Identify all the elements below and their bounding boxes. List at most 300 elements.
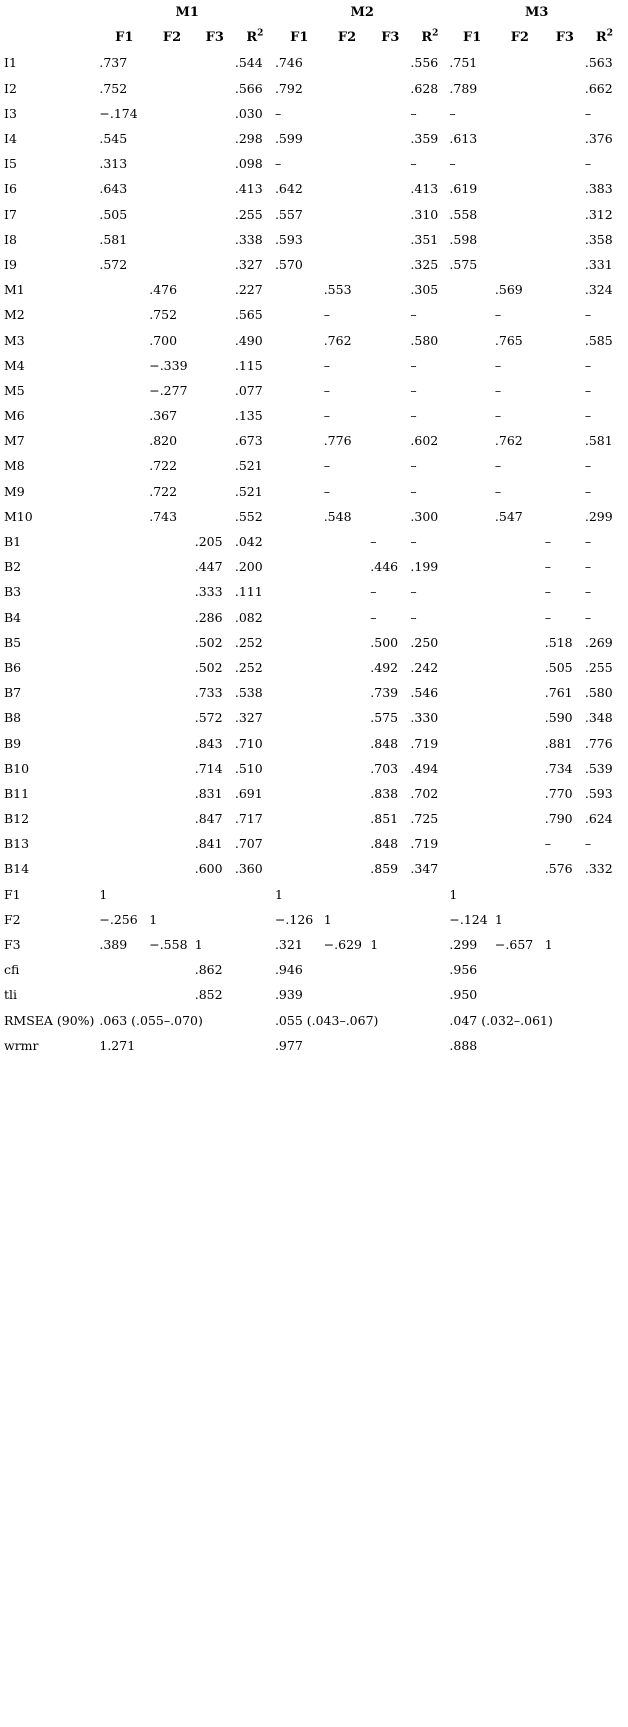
table-cell: .269 — [584, 634, 613, 650]
table-row — [4, 529, 624, 554]
table-cell: – — [370, 534, 377, 550]
table-cell — [545, 151, 585, 176]
table-cell — [495, 76, 545, 101]
table-cell — [275, 479, 324, 504]
table-cell — [99, 705, 149, 730]
table-cell: −.339 — [149, 357, 188, 373]
table-cell: .312 — [584, 206, 613, 222]
table-cell: – — [410, 307, 417, 323]
row-label: B7 — [4, 685, 22, 701]
row-label: B8 — [4, 710, 22, 726]
table-row — [4, 655, 624, 680]
table-cell — [370, 882, 410, 907]
table-cell: .643 — [99, 181, 128, 197]
row-label: B10 — [4, 760, 30, 776]
table-cell: – — [274, 156, 282, 172]
table-cell: .338 — [234, 231, 263, 247]
table-cell — [370, 353, 410, 378]
table-row — [4, 630, 624, 655]
table-cell: – — [494, 357, 502, 373]
table-cell: .476 — [149, 282, 178, 298]
table-cell: .789 — [449, 80, 478, 96]
table-cell — [149, 126, 195, 151]
table-cell: – — [544, 584, 552, 600]
table-cell — [495, 579, 545, 604]
table-cell: .299 — [584, 508, 613, 524]
table-cell — [449, 554, 495, 579]
fit-value-m1 — [99, 982, 194, 1007]
table-cell: – — [544, 534, 552, 550]
table-cell — [195, 176, 235, 201]
row-label: cfi — [4, 962, 20, 978]
table-cell — [370, 277, 410, 302]
table-cell: .200 — [234, 559, 263, 575]
table-cell: .576 — [544, 861, 573, 877]
r-letter: R — [421, 30, 433, 46]
table-row — [4, 907, 624, 932]
table-cell — [495, 655, 545, 680]
table-cell: – — [584, 534, 592, 550]
table-cell: .255 — [584, 659, 613, 675]
table-cell — [370, 504, 410, 529]
table-cell — [149, 630, 195, 655]
table-cell — [449, 529, 495, 554]
table-cell — [99, 781, 149, 806]
table-row — [4, 277, 624, 302]
table-cell: – — [544, 836, 552, 852]
table-cell: −.657 — [494, 937, 534, 953]
fit-value-m1-r — [195, 1008, 275, 1033]
table-cell: .547 — [494, 508, 523, 524]
table-cell — [370, 327, 410, 352]
table-cell — [195, 76, 235, 101]
table-cell — [275, 327, 324, 352]
table-cell — [324, 705, 371, 730]
table-cell: – — [410, 382, 417, 398]
table-cell — [99, 277, 149, 302]
table-cell: .624 — [584, 811, 613, 827]
table-cell: – — [584, 836, 592, 852]
table-cell — [449, 705, 495, 730]
table-cell — [324, 831, 371, 856]
table-cell — [149, 605, 195, 630]
row-label: I8 — [4, 231, 17, 247]
table-cell: – — [323, 408, 330, 424]
table-cell — [449, 655, 495, 680]
table-cell: .590 — [544, 710, 573, 726]
row-label: I5 — [4, 156, 17, 172]
table-cell: – — [370, 609, 377, 625]
table-cell: .447 — [194, 559, 223, 575]
table-cell — [149, 756, 195, 781]
table-cell — [149, 831, 195, 856]
table-cell — [275, 554, 324, 579]
table-cell — [149, 101, 195, 126]
table-cell — [495, 680, 545, 705]
table-cell: .565 — [234, 307, 263, 323]
table-cell: .557 — [274, 206, 303, 222]
fit-value-m3: .047 (.032–.061) — [449, 1012, 553, 1028]
table-cell: .553 — [323, 282, 352, 298]
table-cell: −.256 — [99, 911, 138, 927]
table-cell — [495, 756, 545, 781]
table-cell — [324, 605, 371, 630]
table-cell: .762 — [494, 433, 523, 449]
table-cell — [545, 126, 585, 151]
table-cell — [99, 756, 149, 781]
table-cell — [235, 882, 275, 907]
table-cell — [149, 76, 195, 101]
table-cell — [370, 202, 410, 227]
table-cell: .751 — [449, 55, 478, 71]
table-cell: .324 — [584, 282, 613, 298]
table-cell: – — [449, 156, 456, 172]
row-label: I7 — [4, 206, 17, 222]
row-label: B13 — [4, 836, 30, 852]
row-label: M1 — [4, 282, 25, 298]
table-cell — [195, 126, 235, 151]
table-cell: .762 — [323, 332, 352, 348]
r-superscript: 2 — [432, 28, 439, 39]
model-header-row — [4, 0, 624, 25]
row-label: RMSEA (90%) — [4, 1012, 95, 1028]
table-cell — [99, 680, 149, 705]
table-row — [4, 882, 624, 907]
table-cell: .413 — [410, 181, 439, 197]
table-cell — [275, 302, 324, 327]
table-row — [4, 76, 624, 101]
table-cell — [195, 327, 235, 352]
fit-index-row — [4, 957, 624, 982]
row-label: I3 — [4, 105, 17, 121]
table-cell — [275, 730, 324, 755]
table-cell: .572 — [194, 710, 223, 726]
table-cell — [195, 202, 235, 227]
table-cell — [449, 277, 495, 302]
table-cell: .098 — [234, 156, 263, 172]
table-cell — [275, 504, 324, 529]
row-label: M4 — [4, 357, 25, 373]
table-cell — [99, 504, 149, 529]
table-cell: .327 — [234, 710, 263, 726]
row-label: wrmr — [4, 1037, 39, 1053]
table-row — [4, 756, 624, 781]
table-cell — [449, 428, 495, 453]
table-cell — [324, 554, 371, 579]
table-cell: – — [494, 458, 502, 474]
table-cell — [449, 680, 495, 705]
table-cell — [495, 882, 545, 907]
table-cell: .628 — [410, 80, 439, 96]
table-cell — [449, 378, 495, 403]
table-cell: .569 — [494, 282, 523, 298]
table-cell — [545, 327, 585, 352]
table-cell — [449, 453, 495, 478]
table-cell — [495, 705, 545, 730]
table-cell — [275, 529, 324, 554]
corner-cell — [4, 0, 99, 25]
table-cell — [149, 806, 195, 831]
table-cell — [99, 428, 149, 453]
fit-value-m1-r: .862 — [194, 962, 223, 978]
table-cell — [449, 504, 495, 529]
table-cell — [545, 50, 585, 75]
column-header-r-squared — [410, 25, 449, 50]
table-cell — [324, 882, 371, 907]
table-cell: .566 — [234, 80, 263, 96]
table-cell — [545, 202, 585, 227]
table-cell — [195, 479, 235, 504]
table-cell: .351 — [410, 231, 439, 247]
table-cell: .642 — [274, 181, 303, 197]
table-cell — [99, 529, 149, 554]
table-cell: .881 — [544, 735, 573, 751]
table-cell — [324, 756, 371, 781]
table-cell: .600 — [194, 861, 223, 877]
table-cell — [149, 252, 195, 277]
table-cell: 1 — [449, 886, 458, 902]
table-cell: .558 — [449, 206, 478, 222]
row-label: I1 — [4, 55, 17, 71]
table-cell: .722 — [149, 458, 178, 474]
table-cell: – — [494, 408, 502, 424]
table-row — [4, 479, 624, 504]
table-cell: – — [544, 559, 552, 575]
table-cell — [545, 252, 585, 277]
table-cell — [545, 479, 585, 504]
table-row — [4, 730, 624, 755]
table-cell — [275, 378, 324, 403]
row-label: B12 — [4, 811, 30, 827]
row-label: M5 — [4, 382, 25, 398]
table-cell: .613 — [449, 131, 478, 147]
table-cell: .673 — [234, 433, 263, 449]
table-cell — [195, 252, 235, 277]
table-cell: – — [584, 357, 592, 373]
table-cell — [324, 151, 371, 176]
table-cell — [449, 479, 495, 504]
table-cell — [545, 504, 585, 529]
table-cell: −.126 — [274, 911, 314, 927]
table-cell: – — [410, 609, 417, 625]
table-cell: .831 — [194, 785, 223, 801]
table-row — [4, 176, 624, 201]
table-cell — [324, 202, 371, 227]
table-cell: .598 — [449, 231, 478, 247]
row-label: B9 — [4, 735, 22, 751]
table-cell — [545, 882, 585, 907]
row-label: tli — [4, 987, 18, 1003]
table-cell — [449, 403, 495, 428]
table-cell — [370, 403, 410, 428]
table-cell — [495, 252, 545, 277]
table-cell — [324, 176, 371, 201]
row-label: M3 — [4, 332, 25, 348]
row-label: B5 — [4, 634, 22, 650]
column-header: F1 — [290, 30, 309, 46]
table-row — [4, 504, 624, 529]
table-cell: .725 — [410, 811, 439, 827]
table-cell — [275, 453, 324, 478]
model-heading-m2: M2 — [350, 5, 374, 21]
table-cell — [410, 882, 449, 907]
table-cell: 1 — [99, 886, 108, 902]
table-cell: .714 — [194, 760, 223, 776]
table-cell — [545, 176, 585, 201]
model-heading-m1: M1 — [175, 5, 199, 21]
table-cell: .752 — [99, 80, 128, 96]
table-cell: .733 — [194, 685, 223, 701]
fit-index-row — [4, 1033, 624, 1058]
table-cell: .602 — [410, 433, 439, 449]
row-label: B11 — [4, 785, 30, 801]
table-cell: .030 — [234, 105, 263, 121]
row-label: B2 — [4, 559, 22, 575]
fit-value-m1-r — [195, 1033, 275, 1058]
table-row — [4, 353, 624, 378]
table-cell: .313 — [99, 156, 128, 172]
table-cell: .505 — [544, 659, 573, 675]
table-cell: .305 — [410, 282, 439, 298]
column-header-row — [4, 25, 624, 50]
table-cell: .333 — [194, 584, 223, 600]
table-row — [4, 403, 624, 428]
table-cell: .761 — [544, 685, 573, 701]
table-cell — [324, 806, 371, 831]
table-cell — [149, 151, 195, 176]
table-cell — [410, 907, 449, 932]
table-cell — [370, 101, 410, 126]
table-cell — [495, 630, 545, 655]
table-cell — [370, 227, 410, 252]
table-row — [4, 101, 624, 126]
table-cell — [149, 579, 195, 604]
table-row — [4, 327, 624, 352]
table-cell — [449, 781, 495, 806]
table-cell: .580 — [584, 685, 613, 701]
table-cell: .077 — [234, 382, 263, 398]
table-cell — [370, 302, 410, 327]
table-cell: .563 — [584, 55, 613, 71]
table-cell — [324, 76, 371, 101]
table-cell: .752 — [149, 307, 178, 323]
table-cell: .492 — [370, 659, 399, 675]
table-cell — [370, 76, 410, 101]
table-cell: .300 — [410, 508, 439, 524]
fit-index-row — [4, 1008, 624, 1033]
row-label: B6 — [4, 659, 22, 675]
fit-value-m3: .888 — [449, 1037, 478, 1053]
table-cell: .581 — [584, 433, 613, 449]
table-cell: −.558 — [149, 937, 188, 953]
table-cell — [324, 252, 371, 277]
table-cell: .348 — [584, 710, 613, 726]
table-cell: .847 — [194, 811, 223, 827]
table-row — [4, 202, 624, 227]
table-cell: .790 — [544, 811, 573, 827]
table-cell — [275, 781, 324, 806]
table-cell — [275, 403, 324, 428]
table-cell — [195, 50, 235, 75]
table-cell — [449, 327, 495, 352]
table-cell: .299 — [449, 937, 478, 953]
table-cell — [449, 730, 495, 755]
fit-value-m1-r: .852 — [194, 987, 223, 1003]
table-cell — [275, 831, 324, 856]
table-cell: .413 — [234, 181, 263, 197]
table-cell: .703 — [370, 760, 399, 776]
table-cell — [99, 479, 149, 504]
table-cell — [324, 101, 371, 126]
table-cell — [495, 176, 545, 201]
column-header: F3 — [555, 30, 574, 46]
table-cell: 1 — [274, 886, 283, 902]
row-label: B4 — [4, 609, 22, 625]
table-cell — [149, 529, 195, 554]
table-cell — [370, 479, 410, 504]
table-cell — [195, 353, 235, 378]
table-row — [4, 126, 624, 151]
column-header: F3 — [205, 30, 224, 46]
table-cell: .359 — [410, 131, 439, 147]
table-cell: – — [584, 559, 592, 575]
row-label: F3 — [4, 937, 21, 953]
table-cell — [99, 403, 149, 428]
table-cell: .575 — [370, 710, 399, 726]
row-label: M8 — [4, 458, 25, 474]
table-cell: 1 — [370, 937, 379, 953]
table-cell: – — [323, 483, 330, 499]
table-row — [4, 579, 624, 604]
table-cell: – — [410, 408, 417, 424]
table-cell: 1 — [194, 937, 203, 953]
row-label: I9 — [4, 256, 17, 272]
table-cell — [324, 227, 371, 252]
table-cell: – — [323, 458, 330, 474]
row-label: M6 — [4, 408, 25, 424]
table-cell — [495, 781, 545, 806]
table-cell — [585, 882, 624, 907]
table-cell: .776 — [584, 735, 613, 751]
row-label: I6 — [4, 181, 17, 197]
table-cell — [195, 882, 235, 907]
table-cell — [495, 554, 545, 579]
table-cell: .722 — [149, 483, 178, 499]
row-label: I2 — [4, 80, 17, 96]
table-cell: – — [410, 458, 417, 474]
table-cell: .327 — [234, 256, 263, 272]
table-cell — [545, 227, 585, 252]
table-cell: .575 — [449, 256, 478, 272]
table-cell: .539 — [584, 760, 613, 776]
table-cell: .734 — [544, 760, 573, 776]
table-cell — [275, 856, 324, 881]
table-cell — [195, 277, 235, 302]
table-cell: – — [323, 382, 330, 398]
table-cell: .111 — [234, 584, 263, 600]
table-cell: .135 — [234, 408, 263, 424]
table-cell — [149, 856, 195, 881]
table-cell: .298 — [234, 131, 263, 147]
table-cell: – — [494, 382, 502, 398]
table-cell: .505 — [99, 206, 128, 222]
table-cell — [324, 50, 371, 75]
table-cell — [149, 176, 195, 201]
table-cell: – — [494, 483, 502, 499]
table-cell — [275, 353, 324, 378]
table-cell — [149, 202, 195, 227]
table-cell: .843 — [194, 735, 223, 751]
